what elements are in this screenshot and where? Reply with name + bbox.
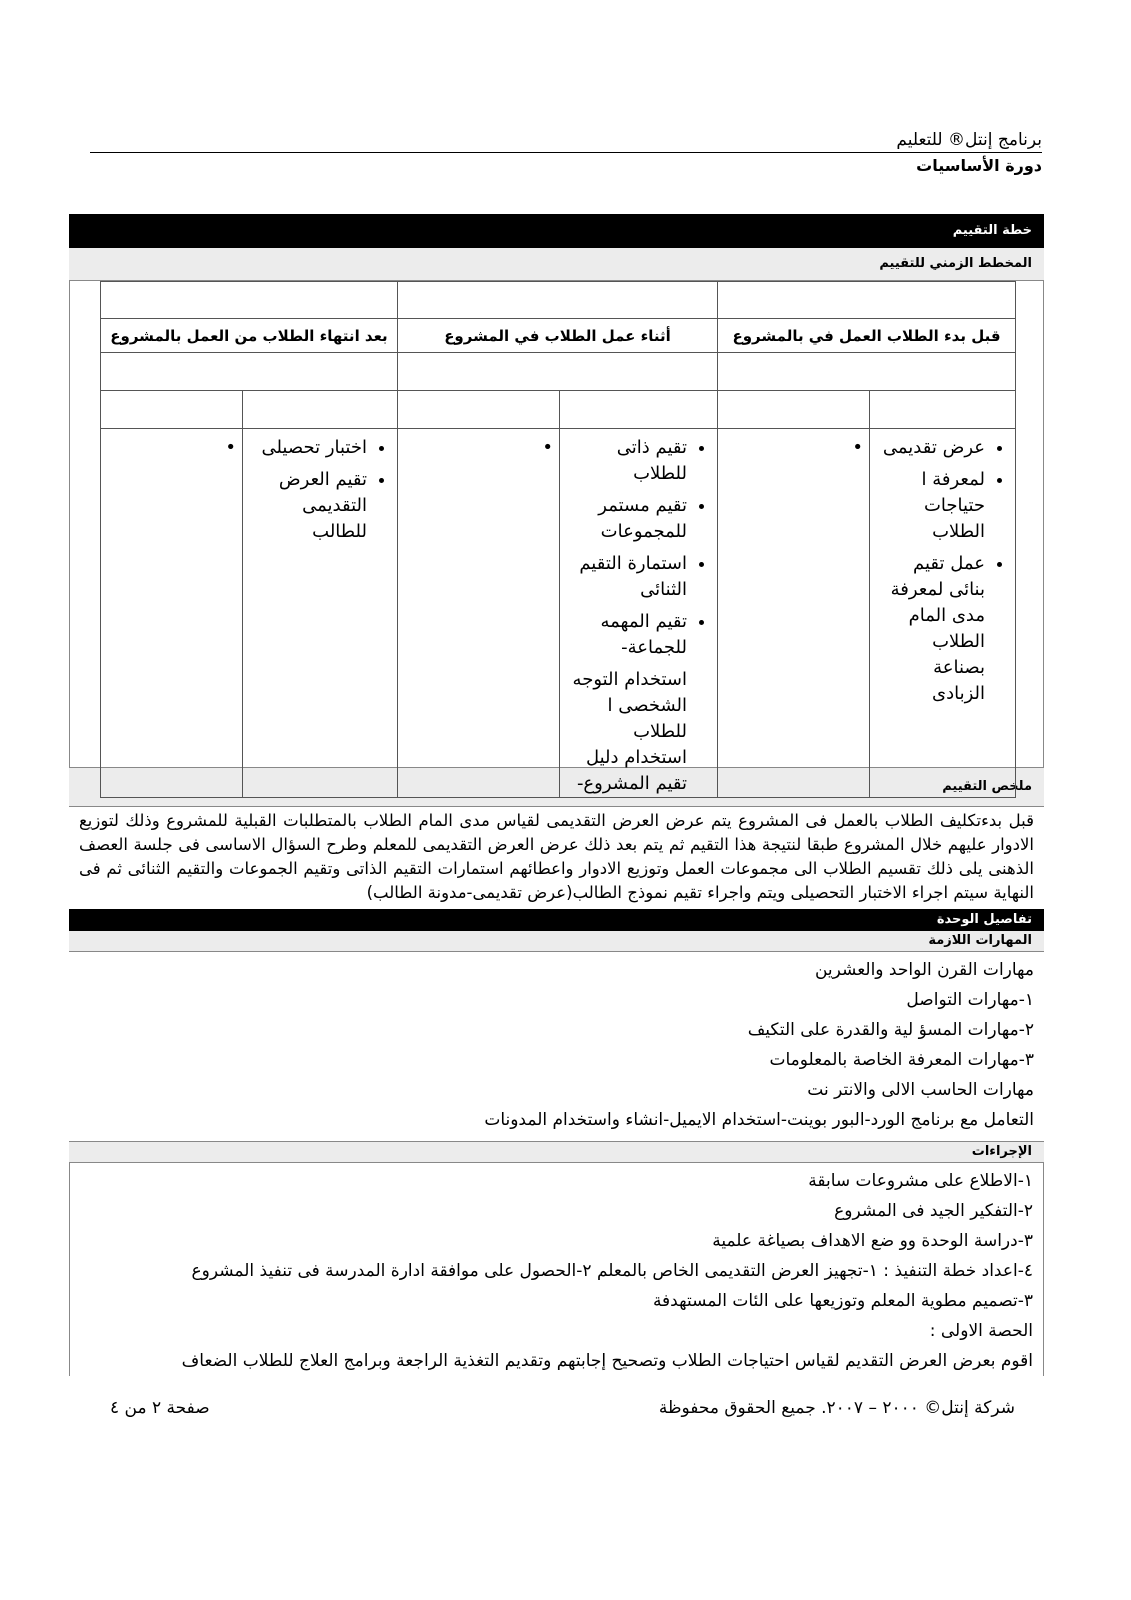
page-footer [100,1398,1015,1422]
assessment-summary: قبل بدءتكليف الطلاب بالعمل فى المشروع يتم عرض العرض التقديمى لقياس مدى المام الطلاب بالمتطلبات القبلية للمشروع وذلك لتوزيع الادوار عليهم خلال المشروع طبقا لنتيجة هذا التقيم ثم يتم بعد ذلك عرض العرض التقديمى للمعلم وطرح السؤال الاساسى فى جلسة العصف الذهنى يلى ذلك تقسيم الطلاب الى مجموعات العمل وتوزيع الادوار واعطائهم استمارات التقيم الذاتى وتقيم الجموعات والتقيم الثنائى ثم فى النهاية سيتم اجراء الاختبار التحصيلى ويتم واجراء تقيم نموذج الطالب(عرض تقديمى-مدونة الطالب) [79,811,1034,902]
list-item: • استمارة التقيم الثنائى [568,551,687,603]
procedure-line: ٣-دراسة الوحدة وو ضع الاهداف بصياغة علمية [712,1231,1033,1251]
empty-bullet-cell: • [718,429,870,798]
page-header [90,128,1042,179]
timeline-empty-cell [398,353,718,391]
skill-line: ٢-مهارات المسؤ لية والقدرة على التكيف [747,1020,1034,1040]
timeline-heading: المخطط الزمني للتقييم [69,248,1044,281]
procedure-line: ٣-تصميم مطوية المعلم وتوزيعها على الئات المستهدفة [652,1291,1033,1311]
unit-details-heading: تفاصيل الوحدة [69,909,1044,931]
timeline-empty-cell [718,391,870,429]
page-number: صفحة ٢ من ٤ [110,1398,210,1418]
timeline-empty-cell [560,391,718,429]
after-methods-list [251,435,389,545]
timeline-empty-cell [718,282,1016,319]
timeline-empty-cell [101,282,398,319]
during-methods-list [568,435,709,661]
timeline-empty-cell [398,282,718,319]
empty-bullet-cell: • [398,429,560,798]
skill-line: مهارات القرن الواحد والعشرين [814,960,1034,980]
skill-line: التعامل مع برنامج الورد-البور بوينت-استخدام الايميل-انشاء واستخدام المدونات [484,1110,1034,1130]
skill-line: مهارات الحاسب الالى والانتر نت [807,1080,1034,1100]
timeline-empty-cell [718,353,1016,391]
skill-line: ٣-مهارات المعرفة الخاصة بالمعلومات [769,1050,1034,1070]
list-item: • تقيم ذاتى للطلاب [568,435,687,487]
procedure-line: ٤-اعداد خطة التنفيذ : ١-تجهيز العرض التقديمى الخاص بالمعلم ٢-الحصول على موافقة ادارة المدرسة فى تنفيذ المشروع [191,1261,1033,1281]
skill-line: ١-مهارات التواصل [906,990,1034,1010]
skills-list [69,952,1044,1141]
column-heading-before: قبل بدء الطلاب العمل في بالمشروع [718,319,1016,353]
document-body [69,214,1044,1376]
course-title: دورة الأساسيات [916,156,1042,175]
procedure-line: ١-الاطلاع على مشروعات سابقة [808,1171,1033,1191]
before-methods-cell [870,429,1016,798]
timeline-empty-cell [101,353,398,391]
timeline-table [100,281,1016,798]
copyright-notice: شركة إنتل© ٢٠٠٠ – ٢٠٠٧. جميع الحقوق محفوظة [658,1398,1015,1418]
skills-heading: المهارات اللازمة [69,931,1044,952]
timeline-empty-cell [243,391,398,429]
column-heading-after: بعد انتهاء الطلاب من العمل بالمشروع [101,319,398,353]
list-item: • تقيم العرض التقديمى للطالب [251,467,367,545]
procedure-line: اقوم بعرض العرض التقديم لقياس احتياجات الطلاب وتصحيح إجابتهم وتقديم التغذية الراجعة وبرامج العلاج للطلاب الضعاف [181,1351,1033,1371]
column-heading-during: أثناء عمل الطلاب في المشروع [398,319,718,353]
empty-bullet-cell: • [101,429,243,798]
list-item: • عمل تقيم بنائى لمعرفة مدى المام الطلاب بصناعة الزبادى [878,551,985,707]
during-extra-line: استخدام التوجه الشخصى ا للطلاب [572,669,687,742]
list-item: • عرض تقديمى [878,435,985,461]
timeline-empty-cell [398,391,560,429]
program-title: برنامج إنتل® للتعليم [896,130,1042,150]
before-methods-list [878,435,1007,707]
procedure-line: ٢-التفكير الجيد فى المشروع [834,1201,1033,1221]
list-item: • اختبار تحصيلى [251,435,367,461]
procedures-list [69,1163,1044,1376]
timeline-empty-cell [101,391,243,429]
after-methods-cell [243,429,398,798]
list-item: • لمعرفة ا حتياجات الطلاب [878,467,985,545]
summary-heading: ملخص التقييم [69,767,1044,807]
list-item: • تقيم المهمه للجماعة- [568,609,687,661]
list-item: • تقيم مستمر للمجموعات [568,493,687,545]
procedures-heading: الإجراءات [69,1141,1044,1163]
procedure-line: الحصة الاولى : [929,1321,1033,1341]
during-extra-line: استخدام دليل تقيم المشروع- [576,747,687,794]
assessment-plan-heading: خطة التقييم [69,214,1044,248]
timeline-empty-cell [870,391,1016,429]
during-methods-cell [560,429,718,798]
